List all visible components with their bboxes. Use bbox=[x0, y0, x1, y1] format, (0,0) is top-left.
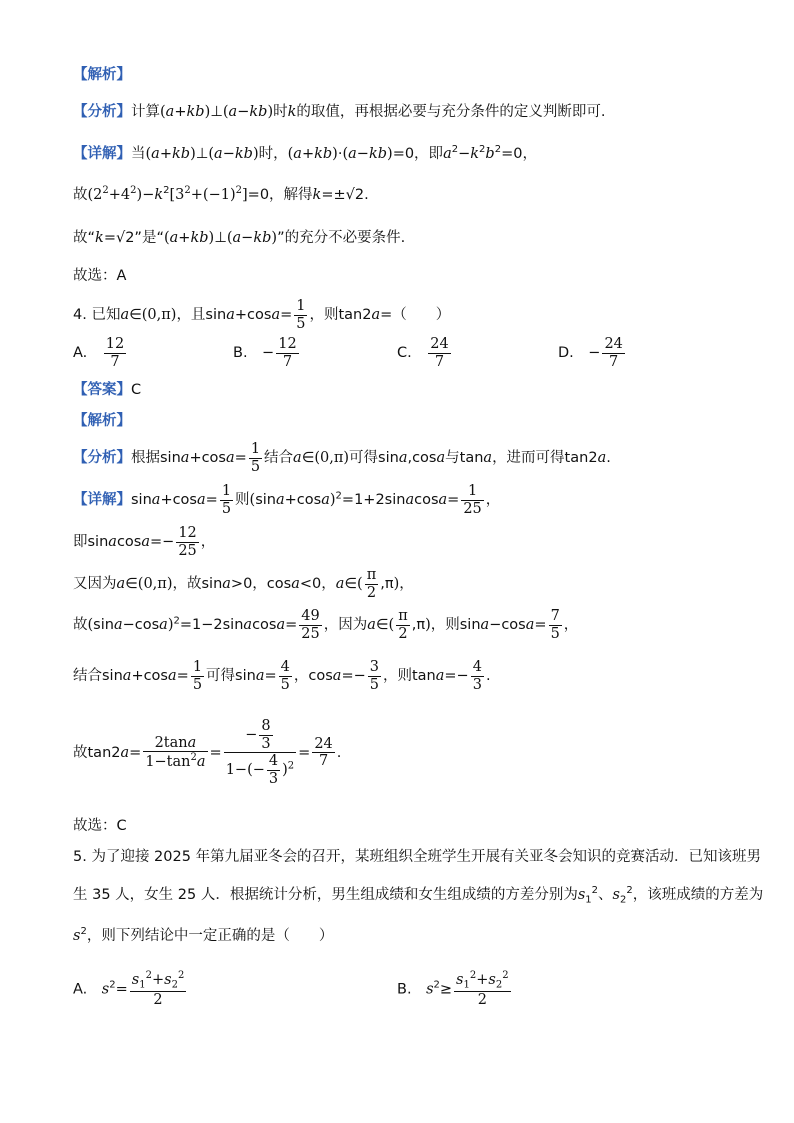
q3-detail-line-3: 故“k=√2”是“(a+kb)⊥(a−kb)”的充分不必要条件. bbox=[73, 230, 406, 246]
answer-tag: 【答案】 bbox=[73, 382, 131, 398]
q5-stem-line-1: 5. 为了迎接 2025 年第九届亚冬会的召开，某班组织全班学生开展有关亚冬会知识的竞赛活动．已知该班男 bbox=[73, 849, 762, 865]
xiangjie-tag: 【详解】 bbox=[73, 492, 131, 509]
q3-answer: 故选：A bbox=[73, 268, 127, 284]
q4-fenxi-line: 【分析】根据sina+cosa= $\frac{1}{5}$ 结合a∈(0,π)可得sina,cosa与tana，进而可得tan2a. bbox=[73, 441, 611, 475]
xiangjie-tag: 【详解】 bbox=[73, 145, 131, 162]
q4-option-c: C. $\frac{24}{7}$ bbox=[397, 336, 449, 370]
q3-detail-line-1: 【详解】当(a+kb)⊥(a−kb)时，(a+kb)·(a−kb)=0，即$a^2-k^2b^2=0$， bbox=[73, 144, 537, 162]
q4-detail-line-1: 【详解】sina+cosa= $\frac{1}{5}$ 则$(\sin a+\cos a)^2=1+2sinacosa=$ $\frac{1}{25}$ ， bbox=[73, 483, 501, 517]
q4-answer-line bbox=[73, 381, 141, 399]
q4-detail-line-5: 结合sina+cosa= $\frac{1}{5}$ 可得sina= $\frac{4}{5}$ ，cosa=− $\frac{3}{5}$ ，则tana=− $\frac{4}{3}$ . bbox=[73, 659, 491, 693]
q5-option-b: B. $s^2\ge$ $\frac{s_1^2+s_2^2}{2}$ bbox=[397, 970, 509, 1009]
q4-option-b: B. − $\frac{12}{7}$ bbox=[233, 336, 297, 370]
q4-detail-line-3: 又因为a∈(0,π)，故sina>0，cosa<0，a∈( $\frac{\pi}{2}$ ,π)， bbox=[73, 567, 414, 601]
q4-analysis-tag: 【解析】 bbox=[73, 413, 131, 429]
q4-detail-line-2: 即sinacosa=− $\frac{12}{25}$ ， bbox=[73, 525, 216, 559]
q5-stem-line-2: 生 35 人，女生 25 人．根据统计分析，男生组成绩和女生组成绩的方差分别为$s_1^2$、$s_2^2$，该班成绩的方差为 bbox=[73, 885, 764, 906]
q4-detail-line-6: 故tan2a= $\frac{2\tan a}{1-\tan^2a}$ = − $\frac{8}{3}$ 1−(− $\frac{4}{3}$ )$^2$ = $\frac{24}{7}$ . bbox=[73, 718, 342, 788]
q3-fenxi-line: 【分析】计算(a+kb)⊥(a−kb)时k的取值，再根据必要与充分条件的定义判断即可. bbox=[73, 104, 606, 120]
fenxi-tag: 【分析】 bbox=[73, 450, 131, 467]
q4-detail-line-4: 故$(\sin a-\cos a)^2=1-2sinacosa=$ $\frac{49}{25}$ ，因为a∈( $\frac{\pi}{2}$ ,π)，则sina−cosa= $\frac{7}{5}$ ， bbox=[73, 608, 579, 642]
q4-stem: 4. 已知a∈(0,π)，且sina+cosa= $\frac{1}{5}$ ，则tan2a=（ ） bbox=[73, 298, 451, 332]
fenxi-tag: 【分析】 bbox=[73, 104, 131, 120]
q4-conclusion: 故选：C bbox=[73, 818, 127, 834]
q4-answer-value: C bbox=[131, 382, 142, 398]
q3-detail-line-2: 故$(2^2+4^2)-k^2[3^2+(-1)^2]=0$，解得k=±√2. bbox=[73, 185, 369, 203]
q4-option-d: D. − $\frac{24}{7}$ bbox=[558, 336, 623, 370]
q5-stem-line-3: $s^2$，则下列结论中一定正确的是（ ） bbox=[73, 926, 334, 944]
q3-analysis-tag: 【解析】 bbox=[73, 67, 131, 83]
q5-option-a: A. $s^2=$ $\frac{s_1^2+s_2^2}{2}$ bbox=[73, 970, 185, 1009]
q4-option-a: A. $\frac{12}{7}$ bbox=[73, 336, 125, 370]
